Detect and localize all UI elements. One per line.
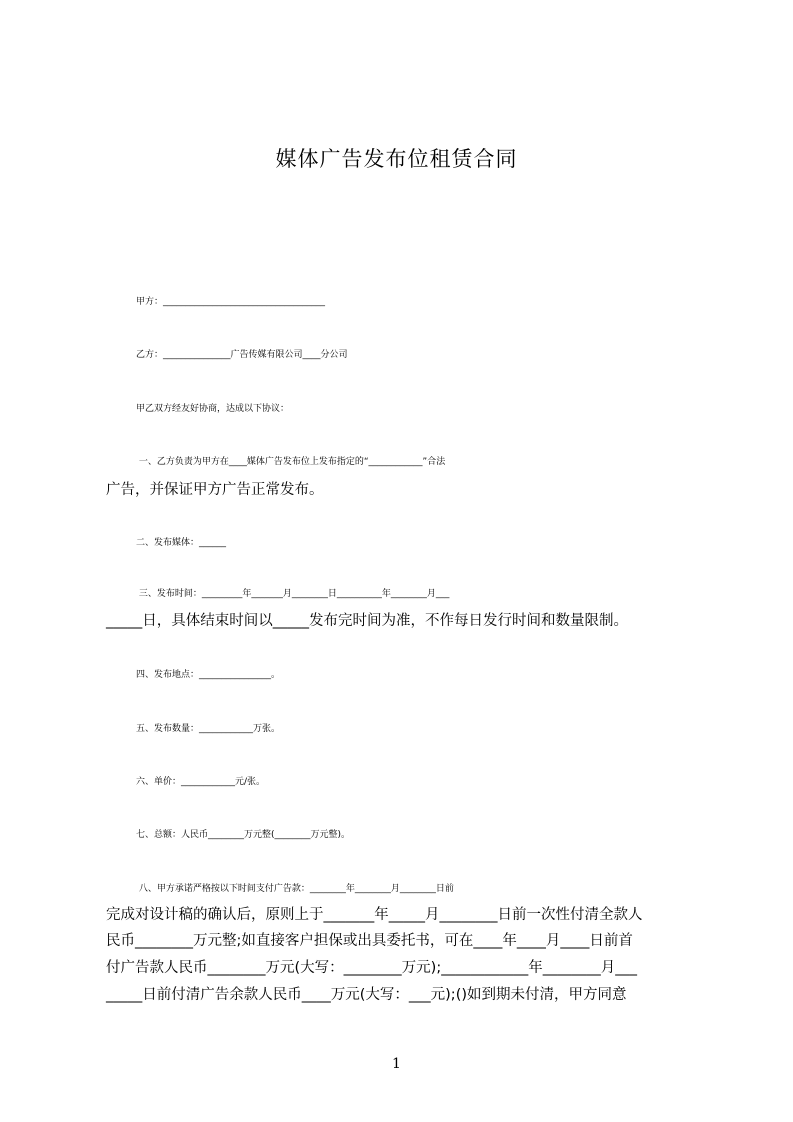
clause-3-line-2: _____日，具体结束时间以_____发布完时间为准，不作每日发行时间和数量限制。 [106, 613, 628, 629]
clause-8-line-4: 付广告款人民币________万元(大写：________万元);____________年________月___ [106, 960, 637, 976]
clause-1-line-1: 一、乙方负责为甲方在____媒体广告发布位上发布指定的“____________”合法 [136, 457, 446, 467]
clause-8-line-5: _____日前付清广告余款人民币____万元(大写：___元);()如到期未付清，甲方同意 [106, 987, 627, 1003]
clause-3-line-1: 三、发布时间：_________年_______月________日__________年________月___ [136, 589, 450, 599]
clause-8-line-1: 八、甲方承诺严格按以下时间支付广告款：________年________月________日前 [136, 884, 454, 894]
clause-7: 七、总额：人民币________万元整(________万元整)。 [136, 830, 351, 840]
clause-4: 四、发布地点：________________。 [136, 670, 281, 680]
clause-2: 二、发布媒体：______ [136, 538, 227, 548]
clause-6: 六、单价：____________元/张。 [136, 777, 266, 787]
clause-8-line-3: 民币________万元整;如直接客户担保或出具委托书，可在____年____月____日前首 [106, 933, 633, 949]
party-a-line: 甲方：____________________________________ [136, 297, 326, 307]
document-title: 媒体广告发布位租赁合同 [275, 147, 518, 171]
clause-8-line-2: 完成对设计稿的确认后，原则上于_______年_____月________日前一次性付清全款人 [106, 907, 643, 923]
clause-5: 五、发布数量：____________万张。 [136, 724, 281, 734]
party-b-line: 乙方：_______________广告传媒有限公司____分公司 [136, 350, 348, 360]
page-number: 1 [392, 1056, 401, 1072]
clause-1-line-2: 广告，并保证甲方广告正常发布。 [106, 482, 324, 498]
agreement-intro: 甲乙双方经友好协商，达成以下协议： [136, 404, 290, 414]
